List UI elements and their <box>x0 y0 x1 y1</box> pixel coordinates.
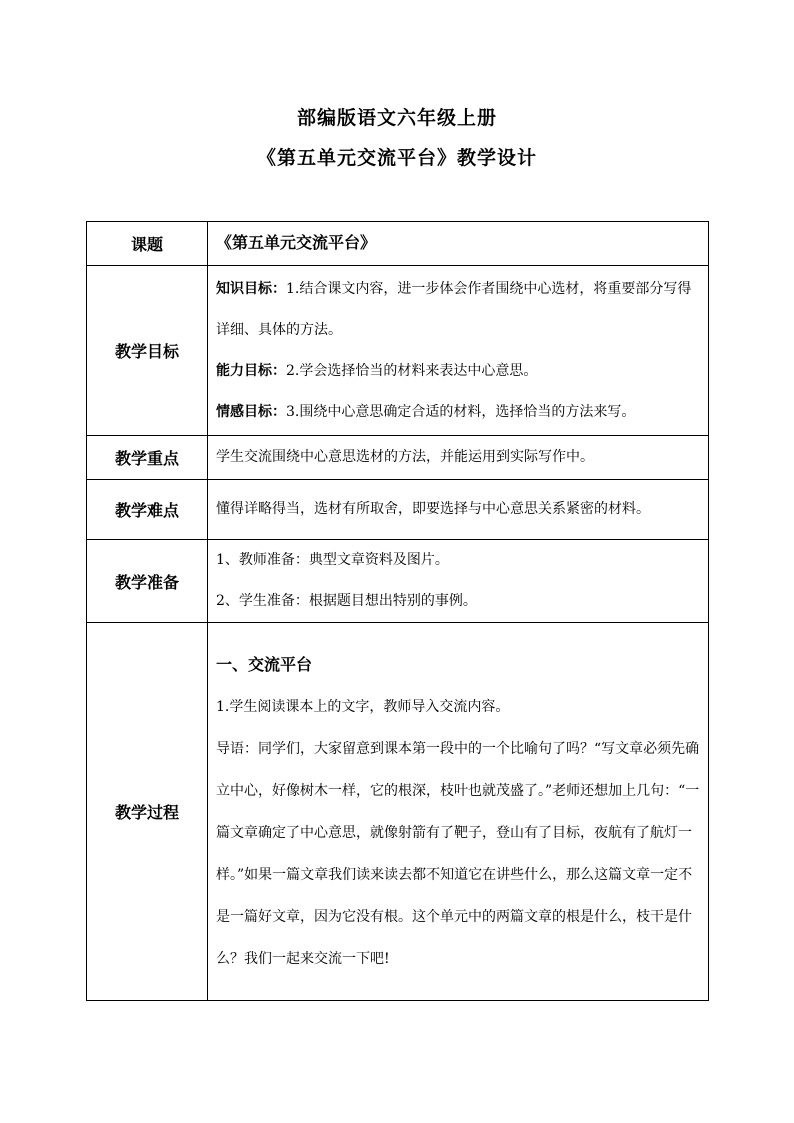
row-process <box>87 623 709 1001</box>
label-topic: 课题 <box>87 222 208 266</box>
label-key-points: 教学重点 <box>87 436 208 480</box>
document-title: 部编版语文六年级上册 <box>296 107 497 129</box>
lesson-plan-table <box>86 221 709 1001</box>
value-topic <box>208 222 709 266</box>
row-topic <box>87 222 709 266</box>
row-key-points <box>87 436 709 480</box>
goal-knowledge: 知识目标：1.结合课文内容，进一步体会作者围绕中心选材，将重要部分写得详细、具体的方法。 <box>216 280 692 338</box>
document-title-block <box>0 98 794 178</box>
topic-title: 《第五单元交流平台》 <box>216 233 377 252</box>
document-subtitle: 《第五单元交流平台》教学设计 <box>256 147 537 169</box>
label-process: 教学过程 <box>87 623 208 1001</box>
value-preparation <box>208 540 709 623</box>
label-goals: 教学目标 <box>87 266 208 436</box>
value-key-points: 学生交流围绕中心意思选材的方法，并能运用到实际写作中。 <box>208 436 709 480</box>
label-preparation: 教学准备 <box>87 540 208 623</box>
row-goals <box>87 266 709 436</box>
label-difficulties: 教学难点 <box>87 480 208 540</box>
process-paragraph-1: 1.学生阅读课本上的文字，教师导入交流内容。 <box>216 698 510 715</box>
value-goals <box>208 266 709 436</box>
row-difficulties <box>87 480 709 540</box>
process-paragraph-2: 导语：同学们，大家留意到课本第一段中的一个比喻句了吗？“写文章必须先确立中心，好像树木一样，它的根深，枝叶也就茂盛了。”老师还想加上几句：“一篇文章确定了中心意思，就像射箭有了靶子，登山有了目标，夜航有了航灯一样。”如果一篇文章我们读来读去都不知道它在讲些什么，那么这篇文章一定不是一篇好文章，因为它没有根。这个单元中的两篇文章的根是什么，枝干是什么？我们一起来交流一下吧! <box>216 740 700 967</box>
prep-student: 2、学生准备：根据题目想出特别的事例。 <box>216 593 477 609</box>
process-section-title: 一、交流平台 <box>216 654 313 674</box>
prep-teacher: 1、教师准备：典型文章资料及图片。 <box>216 552 449 568</box>
value-process <box>208 623 709 1001</box>
value-difficulties: 懂得详略得当，选材有所取舍，即要选择与中心意思关系紧密的材料。 <box>208 480 709 540</box>
goal-emotion: 情感目标：3.围绕中心意思确定合适的材料，选择恰当的方法来写。 <box>216 403 636 420</box>
row-preparation <box>87 540 709 623</box>
goal-ability: 能力目标：2.学会选择恰当的材料来表达中心意思。 <box>216 362 538 379</box>
